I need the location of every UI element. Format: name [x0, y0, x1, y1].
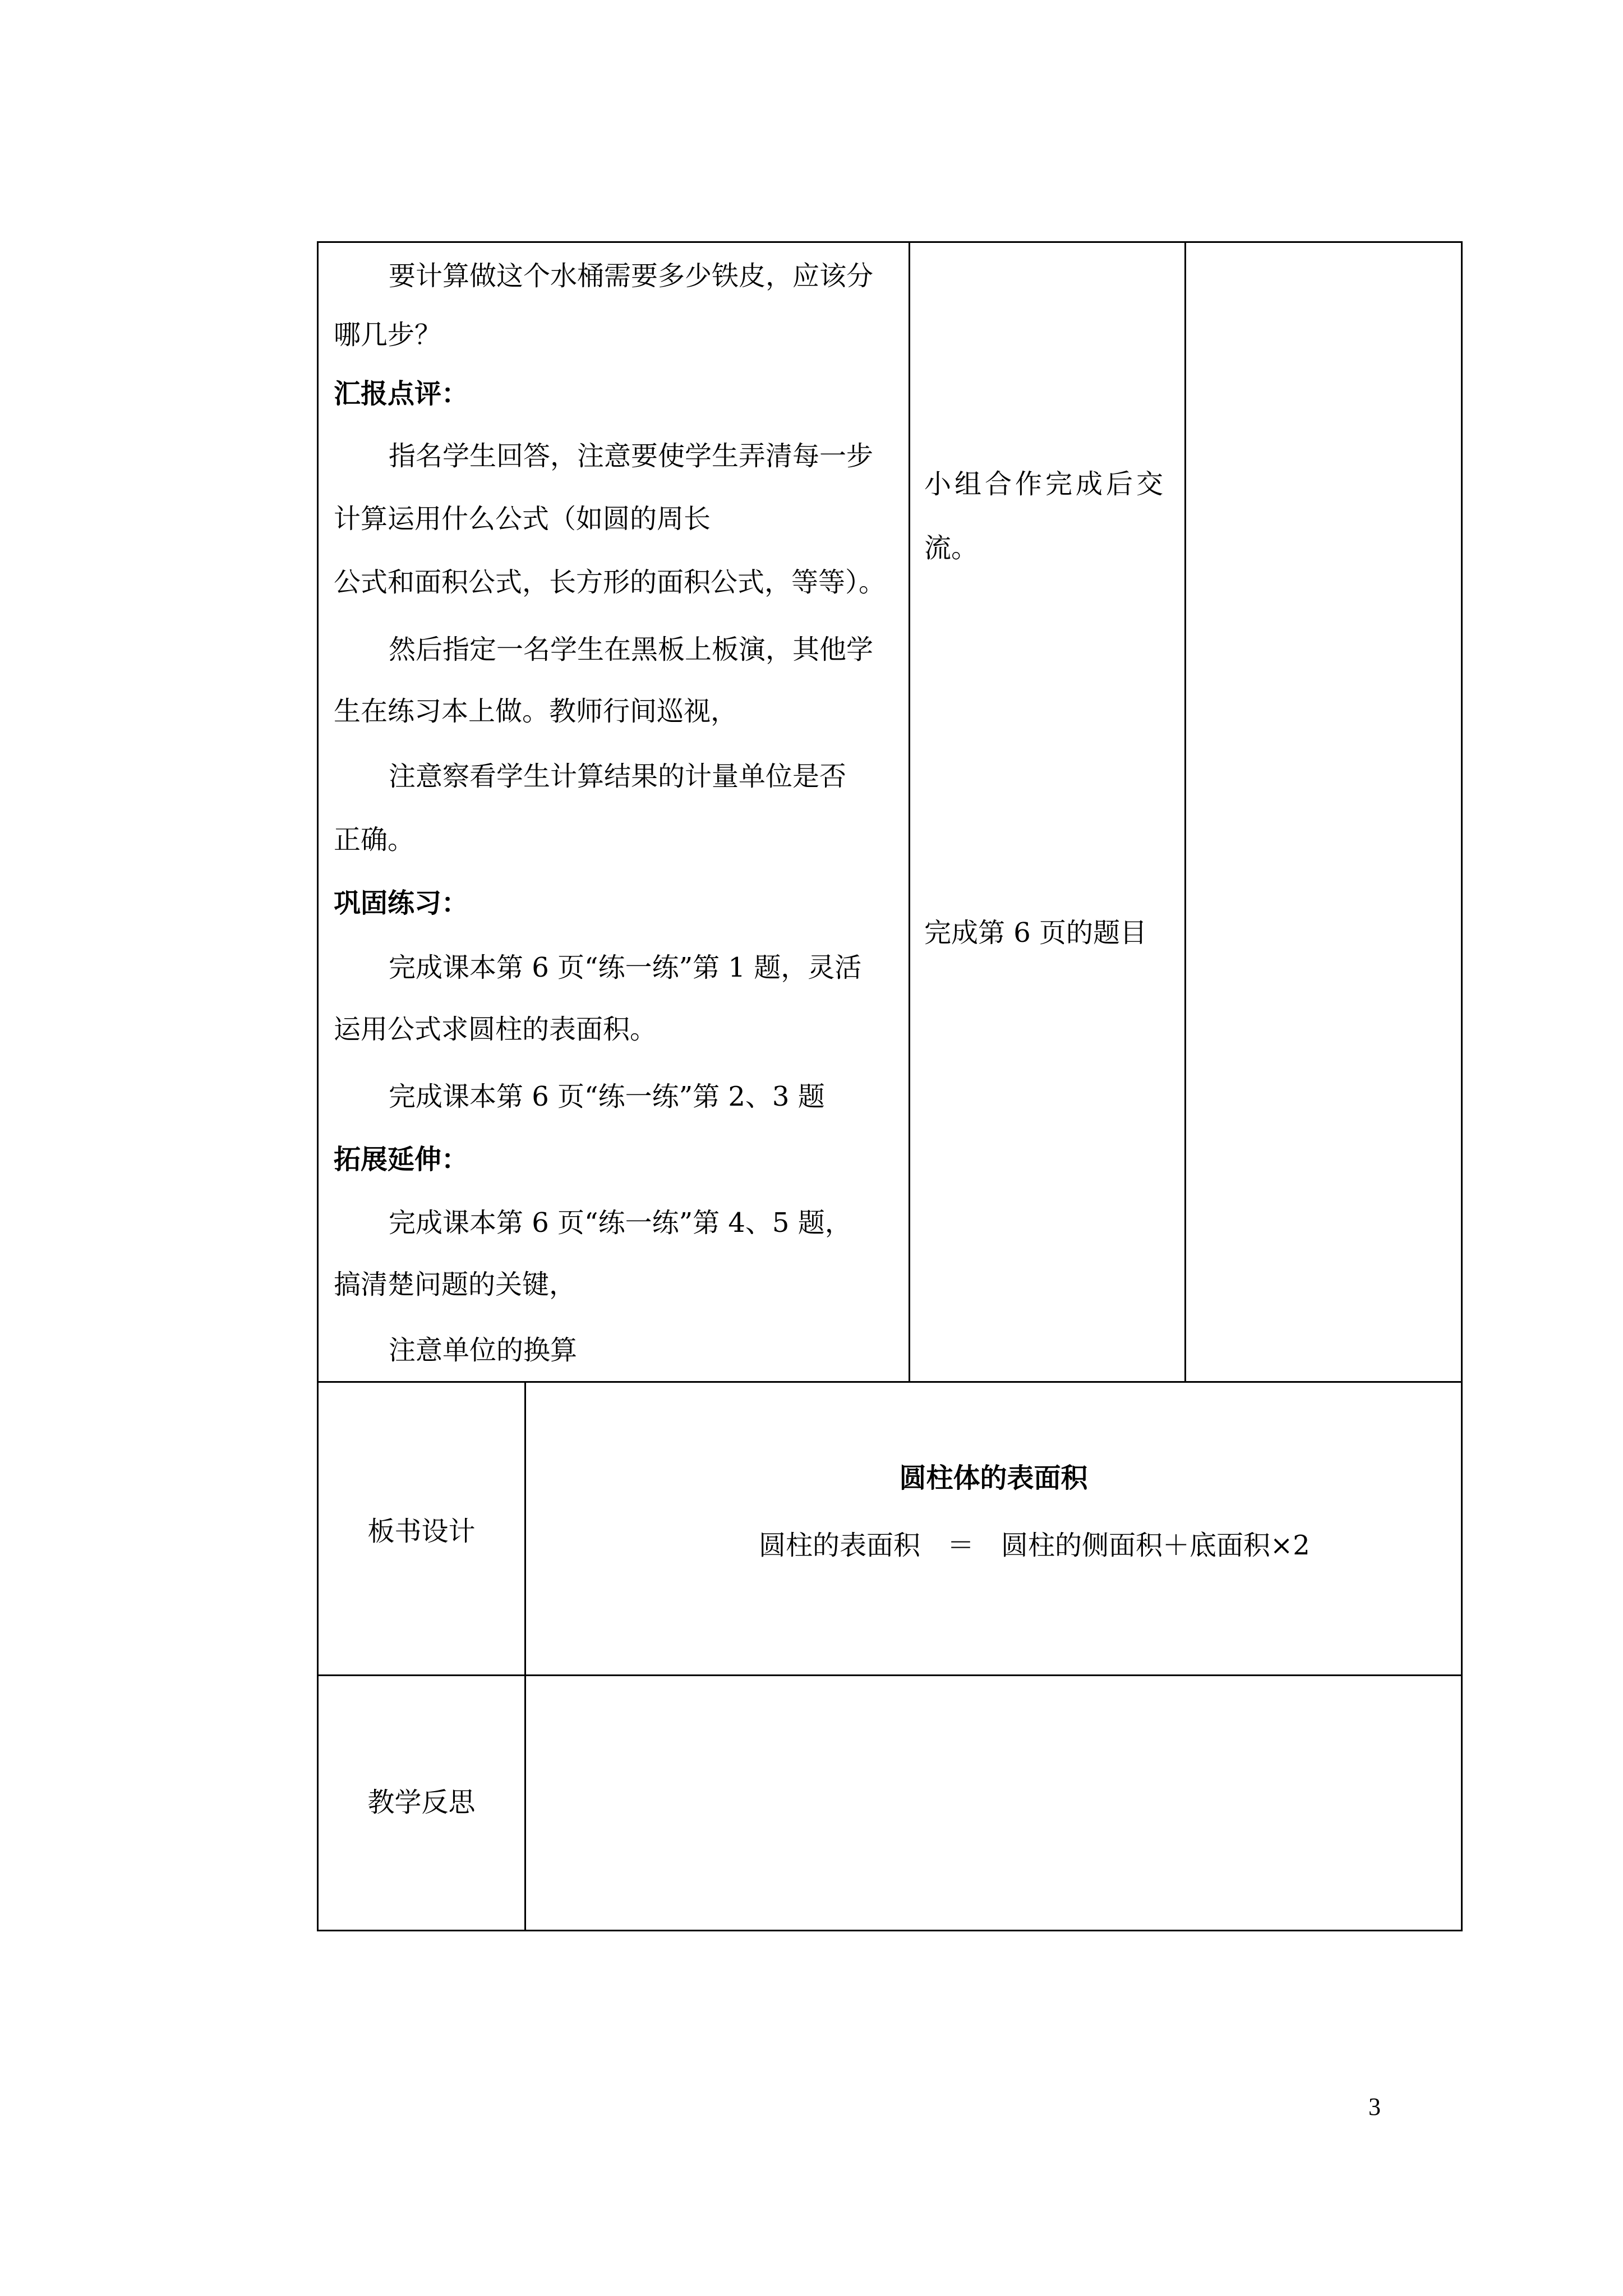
paragraph-line: 然后指定一名学生在黑板上板演，其他学 — [389, 634, 874, 665]
table-divider-teacher-student — [909, 241, 910, 1383]
board-design-formula: 圆柱的表面积 ＝ 圆柱的侧面积＋底面积×2 — [759, 1530, 1310, 1561]
section-heading-extend: 拓展延伸： — [334, 1144, 469, 1175]
student-activity-line: 流。 — [924, 532, 979, 564]
table-border-row1-bottom — [317, 1381, 1463, 1383]
board-design-label: 板书设计 — [367, 1516, 476, 1547]
table-divider-student-notes — [1184, 241, 1186, 1383]
table-border-left — [317, 241, 319, 1931]
page-number: 3 — [1368, 2093, 1381, 2120]
paragraph-line: 正确。 — [334, 824, 415, 855]
student-activity-line: 完成第 6 页的题目 — [924, 917, 1147, 949]
section-heading-practice: 巩固练习： — [334, 887, 469, 919]
student-activity-line: 小组合作完成后交 — [924, 468, 1167, 500]
paragraph-line: 运用公式求圆柱的表面积。 — [334, 1014, 657, 1045]
paragraph-line: 注意察看学生计算结果的计量单位是否 — [389, 761, 847, 792]
table-border-row2-bottom — [317, 1674, 1463, 1676]
paragraph-line: 注意单位的换算 — [389, 1335, 578, 1366]
paragraph-line: 完成课本第 6 页“练一练”第 4、5 题， — [389, 1207, 852, 1239]
table-border-right — [1461, 241, 1463, 1931]
paragraph-line: 要计算做这个水桶需要多少铁皮，应该分 — [389, 260, 874, 292]
paragraph-line: 公式和面积公式，长方形的面积公式，等等）。 — [334, 567, 886, 598]
table-border-bottom — [317, 1930, 1463, 1931]
paragraph-line: 完成课本第 6 页“练一练”第 2、3 题 — [389, 1081, 825, 1112]
paragraph-line: 计算运用什么公式（如圆的周长 — [334, 503, 711, 535]
table-border-top — [317, 241, 1463, 243]
paragraph-line: 哪几步？ — [334, 319, 442, 351]
paragraph-line: 生在练习本上做。教师行间巡视， — [334, 696, 738, 727]
section-heading-report: 汇报点评： — [334, 378, 469, 409]
board-design-title: 圆柱体的表面积 — [899, 1462, 1088, 1494]
paragraph-line: 完成课本第 6 页“练一练”第 1 题，灵活 — [389, 952, 862, 983]
paragraph-line: 指名学生回答，注意要使学生弄清每一步 — [389, 440, 874, 472]
paragraph-line: 搞清楚问题的关键， — [334, 1269, 577, 1300]
teaching-reflection-label: 教学反思 — [367, 1787, 476, 1818]
